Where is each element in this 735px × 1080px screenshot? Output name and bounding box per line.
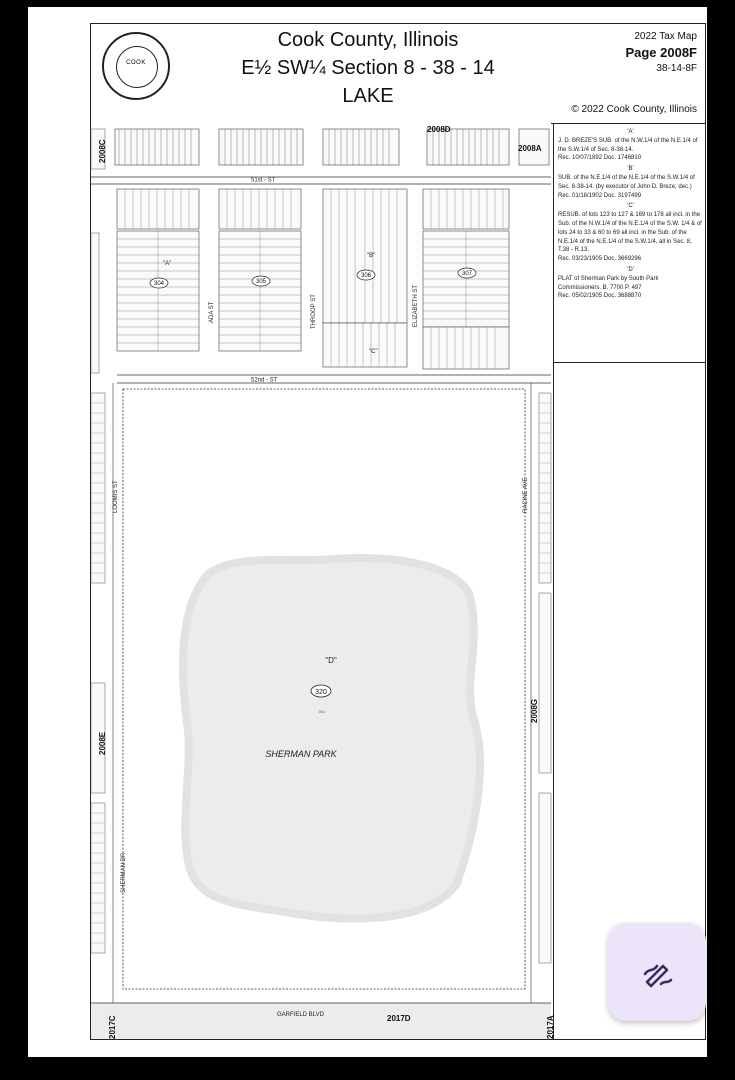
legend-text: RESUB. of lots 123 to 127 & 169 to 178 all incl. in the Sub. of the N.W.1/4 of the N.E.1/4 of the S.W. 1/4 & of lots 24 to 33 & 60 to 69 all incl. in the Sub. of the N.E.1/4 of the N.E.1/4 of the S.W.1/4, all in Sec. 8, T.38 - R.13. xyxy=(558,212,702,254)
legend-key: 'D' xyxy=(627,266,634,273)
subdivision-legend xyxy=(553,123,705,363)
legend-rec: Rec. 01/18/1902 Doc. 3197499 xyxy=(558,192,642,199)
street-elizabeth: ELIZABETH ST xyxy=(413,284,419,327)
park-sub-label: "D" xyxy=(325,656,337,665)
block-305: 305 xyxy=(255,279,267,285)
street-throop: THROOP ST xyxy=(311,294,317,329)
tax-map-label: 2022 Tax Map xyxy=(634,31,697,42)
parcel-map xyxy=(91,123,555,1039)
title-section: E½ SW¼ Section 8 - 38 - 14 xyxy=(241,57,495,79)
street-garfield: GARFIELD BLVD xyxy=(277,1012,324,1018)
block-307: 307 xyxy=(461,271,473,277)
map-frame xyxy=(90,23,706,1040)
legend-text: SUB. of the N.E.1/4 of the N.E.1/4 of the S.W.1/4 of Sec. 8-38-14. (by executor of John D. Breze, dec.) xyxy=(558,174,695,190)
pen-icon xyxy=(639,954,675,990)
park-area xyxy=(183,558,480,919)
legend-key: 'A' xyxy=(627,129,634,135)
street-sherman: SHERMAN DR xyxy=(121,852,127,893)
street-52nd: 52nd - ST xyxy=(251,377,278,384)
legend-key: 'B' xyxy=(627,166,634,173)
annotate-button[interactable] xyxy=(608,923,706,1021)
copyright: © 2022 Cook County, Illinois xyxy=(571,104,697,115)
adj-2008a: 2008A xyxy=(518,144,542,153)
title-county: Cook County, Illinois xyxy=(277,29,459,51)
legend-rec: Rec. 03/23/1905 Doc. 3669296 xyxy=(558,256,642,263)
adj-2008g: 2008G xyxy=(530,698,539,723)
street-racine: RACINE AVE xyxy=(523,477,529,513)
street-loomis: LOOMIS ST xyxy=(113,480,119,513)
street-51st: 51st - ST xyxy=(251,177,276,184)
title-block xyxy=(191,26,545,110)
title-township: LAKE xyxy=(342,85,394,107)
legend-text: J. D. BREZE'S SUB. of the N.W.1/4 of the N.E.1/4 of the S.W.1/4 of Sec. 8-38-14. xyxy=(558,137,698,153)
park-lot: 001 xyxy=(318,709,326,714)
adj-2017d: 2017D xyxy=(387,1014,411,1023)
adj-2008c: 2008C xyxy=(98,139,107,163)
map-header xyxy=(91,24,705,124)
sub-b-label: "B" xyxy=(367,253,376,259)
adj-2017c: 2017C xyxy=(108,1015,117,1039)
park-name: SHERMAN PARK xyxy=(265,749,337,759)
street-ada: ADA ST xyxy=(209,301,215,323)
map-sheet xyxy=(28,7,707,1057)
page-meta xyxy=(625,30,697,76)
adj-2017a: 2017A xyxy=(546,1015,555,1039)
adj-2008e: 2008E xyxy=(98,731,107,755)
block-304: 304 xyxy=(153,281,165,287)
park-block-320: 320 xyxy=(315,689,327,696)
county-seal-icon: COOK xyxy=(102,32,170,100)
legend-text: PLAT of Sherman Park by South Park Commissioners. B. 7700 P. 497 xyxy=(558,275,659,291)
legend-rec: Rec. 05/02/1905 Doc. 3688870 xyxy=(558,293,642,300)
block-306: 306 xyxy=(360,273,372,279)
page-number: Page 2008F xyxy=(625,45,697,60)
legend-key: 'C' xyxy=(627,203,634,210)
sub-a-label: "A" xyxy=(163,261,172,267)
legend-rec: Rec. 10/07/1892 Doc. 1746810 xyxy=(558,155,642,162)
sub-c-label: "C" xyxy=(369,349,378,355)
adj-2008d: 2008D xyxy=(427,125,451,134)
map-code: 38-14-8F xyxy=(656,63,697,74)
